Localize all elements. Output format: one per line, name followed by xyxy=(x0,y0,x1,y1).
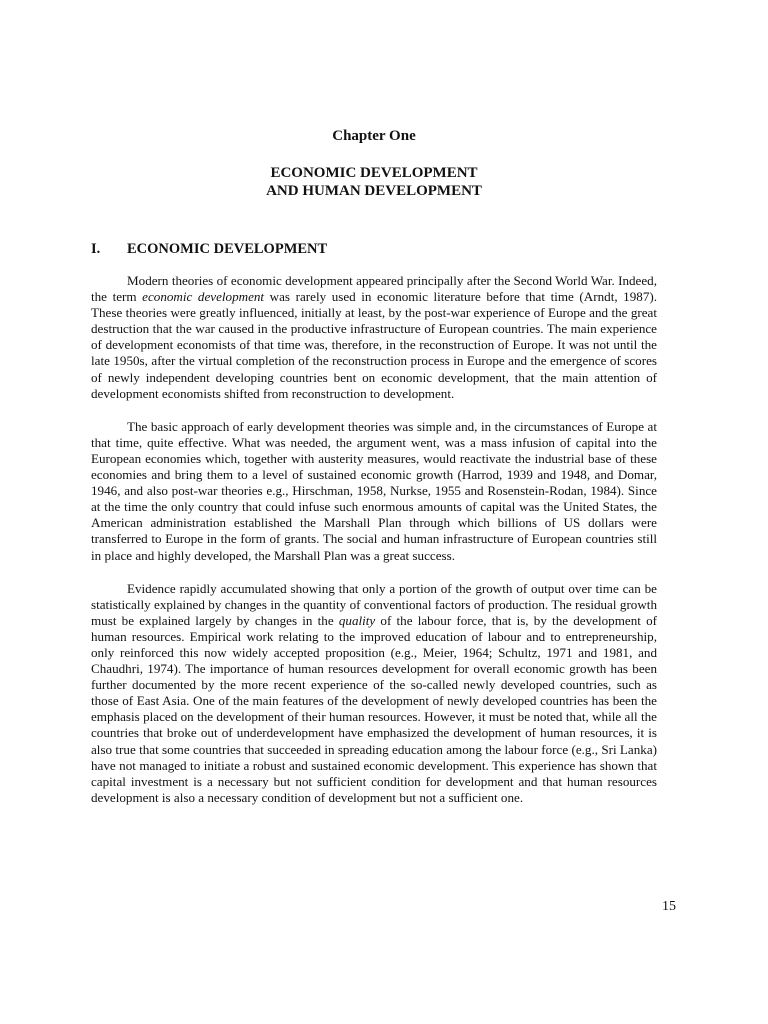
chapter-title xyxy=(0,164,748,200)
chapter-label: Chapter One xyxy=(332,128,416,144)
chapter-title-line-1: ECONOMIC DEVELOPMENT xyxy=(270,165,478,181)
section-heading xyxy=(91,240,327,258)
paragraph-3-text-b: of the labour force, that is, by the development of human resources. Empirical work relating to the improved education of labour and to entrepreneurship, only reinforced this now widely accepted proposition (e.g., Meier, 1964; Schultz, 1971 and 1981, and Chaudhri, 1974). The importance of human resources development for overall economic growth has been further documented by the more recent experience of the so-called newly developed countries, such as those of East Asia. One of the main features of the development of newly developed countries has been the emphasis placed on the development of their human resources. However, it must be noted that, while all the countries that broke out of underdevelopment have emphasized the development of human resources, it is also true that some countries that succeeded in spreading education among the labour force (e.g., Sri Lanka) have not managed to initiate a robust and sustained economic development. This experience has shown that capital investment is a necessary but not sufficient condition for development and that human resources development is also a necessary condition of development but not a sufficient one. xyxy=(91,612,657,805)
section-title: ECONOMIC DEVELOPMENT xyxy=(127,241,328,257)
paragraph-1-text-b: was rarely used in economic literature before that time (Arndt, 1987). These theories were greatly influenced, initially at least, by the post-war experience of Europe and the great destruction that the war caused in the productive infrastructure of European countries. The main experience of development economists of that time was, therefore, in the reconstruction of Europe. It was not until the late 1950s, after the virtual completion of the reconstruction process in Europe and the emergence of scores of newly independent developing countries bent on economic development, that the main attention of development economists shifted from reconstruction to development. xyxy=(91,289,658,401)
paragraph-2: The basic approach of early development theories was simple and, in the circumstances of Europe at that time, quite effective. What was needed, the argument went, was a mass infusion of capital into the European economies which, together with austerity measures, would reactivate the industrial base of these economies and bring them to a level of sustained economic growth (Harrod, 1939 and 1948, and Domar, 1946, and also post-war theories e.g., Hirschman, 1958, Nurkse, 1955 and Rosenstein-Rodan, 1984). Since at the time the only country that could infuse such enormous amounts of capital was the United States, the American administration established the Marshall Plan through which billions of US dollars were transferred to Europe in the form of grants. The social and human infrastructure of European countries still in place and highly developed, the Marshall Plan was a great success. xyxy=(91,418,657,563)
paragraph-1-text-a: Modern theories of economic development appeared principally after the Second World War. Indeed, the term xyxy=(91,273,657,305)
paragraph-1 xyxy=(91,273,657,402)
paragraph-1-emphasis: economic development xyxy=(142,289,265,305)
paragraph-3-emphasis: quality xyxy=(338,612,376,628)
paragraph-3 xyxy=(91,581,657,806)
body-text xyxy=(91,273,657,823)
chapter-title-line-2: AND HUMAN DEVELOPMENT xyxy=(266,183,482,199)
page-number: 15 xyxy=(662,899,676,914)
paragraph-3-text-a: Evidence rapidly accumulated showing that only a portion of the growth of output over time can be statistically explained by changes in the quantity of conventional factors of production. The residual growth must be explained largely by changes in the xyxy=(91,580,657,628)
section-number: I. xyxy=(91,241,101,257)
